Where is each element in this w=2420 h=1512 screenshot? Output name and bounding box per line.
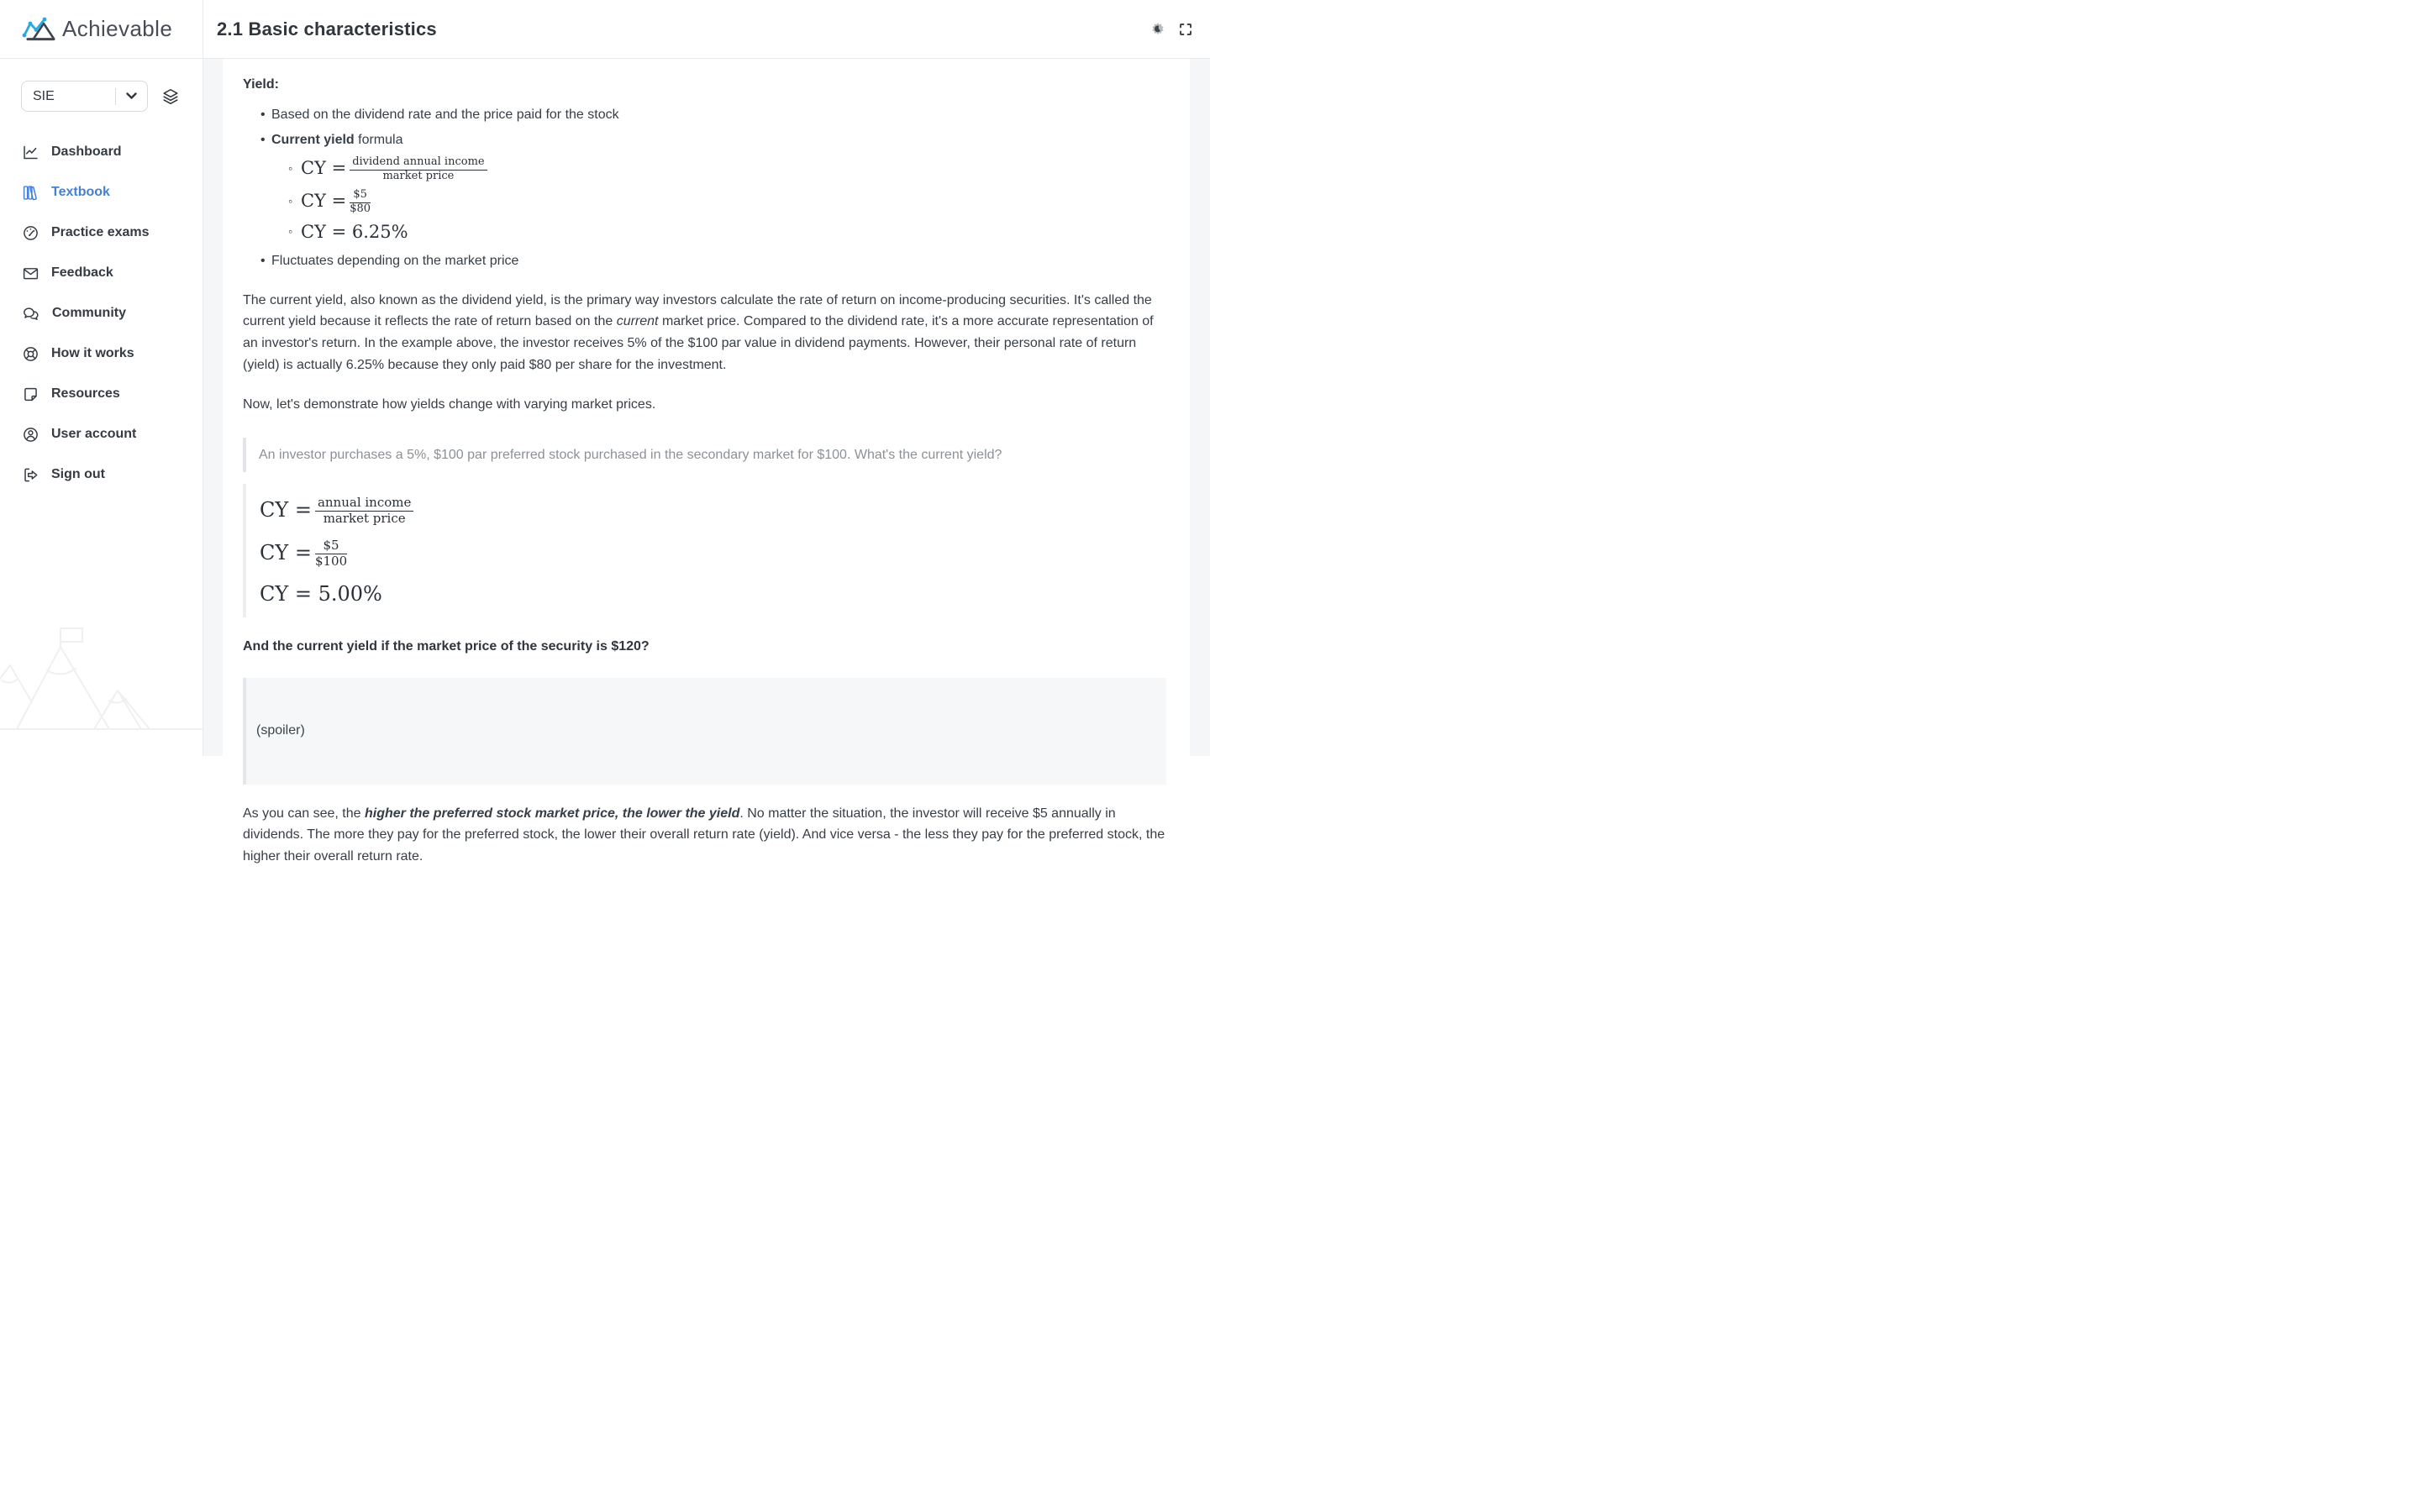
sidebar-item-label: Dashboard — [51, 144, 122, 159]
formula-item: ◦ CY = 6.25% — [288, 222, 1166, 244]
theme-toggle-sun-moon-icon[interactable] — [1150, 21, 1166, 38]
sidebar-nav — [0, 132, 203, 495]
content-scroll-area — [203, 59, 1210, 864]
textbook-page — [223, 59, 1190, 864]
question-text: And the current yield if the market price of the security is $120? — [243, 638, 650, 654]
sidebar-item-dashboard[interactable] — [0, 132, 203, 172]
sidebar-item-label: User account — [51, 427, 137, 441]
sidebar-item-community[interactable] — [0, 293, 203, 333]
sidebar-item-practice-exams[interactable] — [0, 213, 203, 253]
paragraph-current-yield: The current yield, also known as the dividend yield, is the primary way investors calculate the rate of return on income-producing securities. It's called the current yield because it reflects the rate of return based on the current market price. Compared to the dividend rate, it's a more accurate representation of an investor's return. In the example above, the investor receives 5% of the $100 par value in dividend payments. However, their personal rate of return (yield) is actually 6.25% because they only paid $80 per share for the investment. — [243, 292, 1154, 372]
topbar-icons — [1150, 21, 1193, 38]
course-select-value: SIE — [33, 88, 55, 103]
envelope-icon — [22, 265, 39, 282]
sidebar-item-resources[interactable] — [0, 374, 203, 414]
content-left-gutter — [203, 59, 223, 756]
chevron-down-icon — [116, 92, 147, 100]
user-circle-icon — [22, 426, 39, 444]
sidebar-item-how-it-works[interactable] — [0, 333, 203, 374]
layers-icon[interactable] — [161, 87, 180, 106]
sidebar-item-label: Sign out — [51, 467, 105, 481]
life-ring-icon — [22, 345, 39, 363]
course-select-row — [0, 81, 203, 112]
spoiler-reveal-box[interactable] — [243, 678, 1166, 785]
sidebar — [0, 0, 203, 756]
example-quote: An investor purchases a 5%, $100 par preferred stock purchased in the secondary market for $100. What's the current yield? — [243, 438, 1166, 472]
list-item: • Fluctuates depending on the market price — [260, 250, 1166, 271]
sign-out-icon — [22, 466, 39, 484]
list-item: • Based on the dividend rate and the price paid for the stock — [260, 104, 1166, 125]
books-icon — [22, 184, 39, 202]
formula-line: CY = 5.00% — [260, 581, 382, 606]
sidebar-item-user-account[interactable] — [0, 414, 203, 454]
spoiler-label: (spoiler) — [256, 723, 305, 738]
bold-italic-text: higher the preferred stock market price, the lower the yield — [364, 806, 740, 821]
brand-logo[interactable] — [0, 0, 203, 59]
page-title: 2.1 Basic characteristics — [217, 18, 437, 39]
fullscreen-icon[interactable] — [1178, 22, 1193, 37]
brand-name: Achievable — [62, 16, 173, 41]
formula-sublist — [288, 156, 1166, 244]
list-item: • Current yield formula ◦ CY = $\frac{\text{dividend annual income}}{\text{market price}}$ ◦ CY = $\frac{\$5}{\$80}$ ◦ CY = 6.25% — [260, 129, 1166, 244]
sidebar-item-label: Textbook — [51, 185, 110, 199]
yield-bullet-list — [260, 104, 1166, 271]
app-window — [0, 0, 1210, 864]
sidebar-item-label: Feedback — [51, 265, 113, 280]
formula-item: ◦ CY = $\frac{\text{dividend annual income}}{\text{market price}}$ — [288, 156, 1166, 183]
section-heading: Yield: — [243, 77, 279, 92]
achievable-logo-icon — [22, 16, 55, 43]
sidebar-item-sign-out[interactable] — [0, 454, 203, 495]
mountain-watermark — [0, 618, 203, 744]
paragraph-demonstrate: Now, let's demonstrate how yields change with varying market prices. — [243, 397, 656, 412]
formula-line: CY = $\frac{\text{annual income}}{\text{market price}}$ — [260, 496, 1166, 527]
main-column — [203, 0, 1210, 864]
bold-text: Current yield — [271, 133, 355, 147]
course-select[interactable] — [21, 81, 148, 112]
line-chart-icon — [22, 144, 39, 161]
sidebar-item-feedback[interactable] — [0, 253, 203, 293]
formula-line: CY = $\frac{\$5}{\$100}$ — [260, 538, 348, 570]
sidebar-item-textbook[interactable] — [0, 172, 203, 213]
formula-item: ◦ CY = $\frac{\$5}{\$80}$ — [288, 189, 1166, 216]
gauge-icon — [22, 224, 39, 242]
sidebar-item-label: Resources — [51, 386, 120, 401]
scrollbar-track[interactable] — [1190, 59, 1210, 756]
worked-example-math — [243, 484, 1166, 617]
sidebar-item-label: Community — [52, 306, 126, 320]
italic-text: current — [616, 314, 659, 329]
sidebar-item-label: Practice exams — [51, 225, 150, 239]
sidebar-item-label: How it works — [51, 346, 134, 360]
note-icon — [22, 386, 39, 403]
topbar — [203, 0, 1210, 59]
chat-bubbles-icon — [22, 305, 40, 323]
paragraph-conclusion: As you can see, the higher the preferred stock market price, the lower the yield. No matter the situation, the investor will receive $5 annually in dividends. The more they pay for the preferred stock, the lower their overall return rate (yield). And vice versa - the less they pay for the preferred stock, the higher their overall return rate. — [243, 806, 1165, 864]
